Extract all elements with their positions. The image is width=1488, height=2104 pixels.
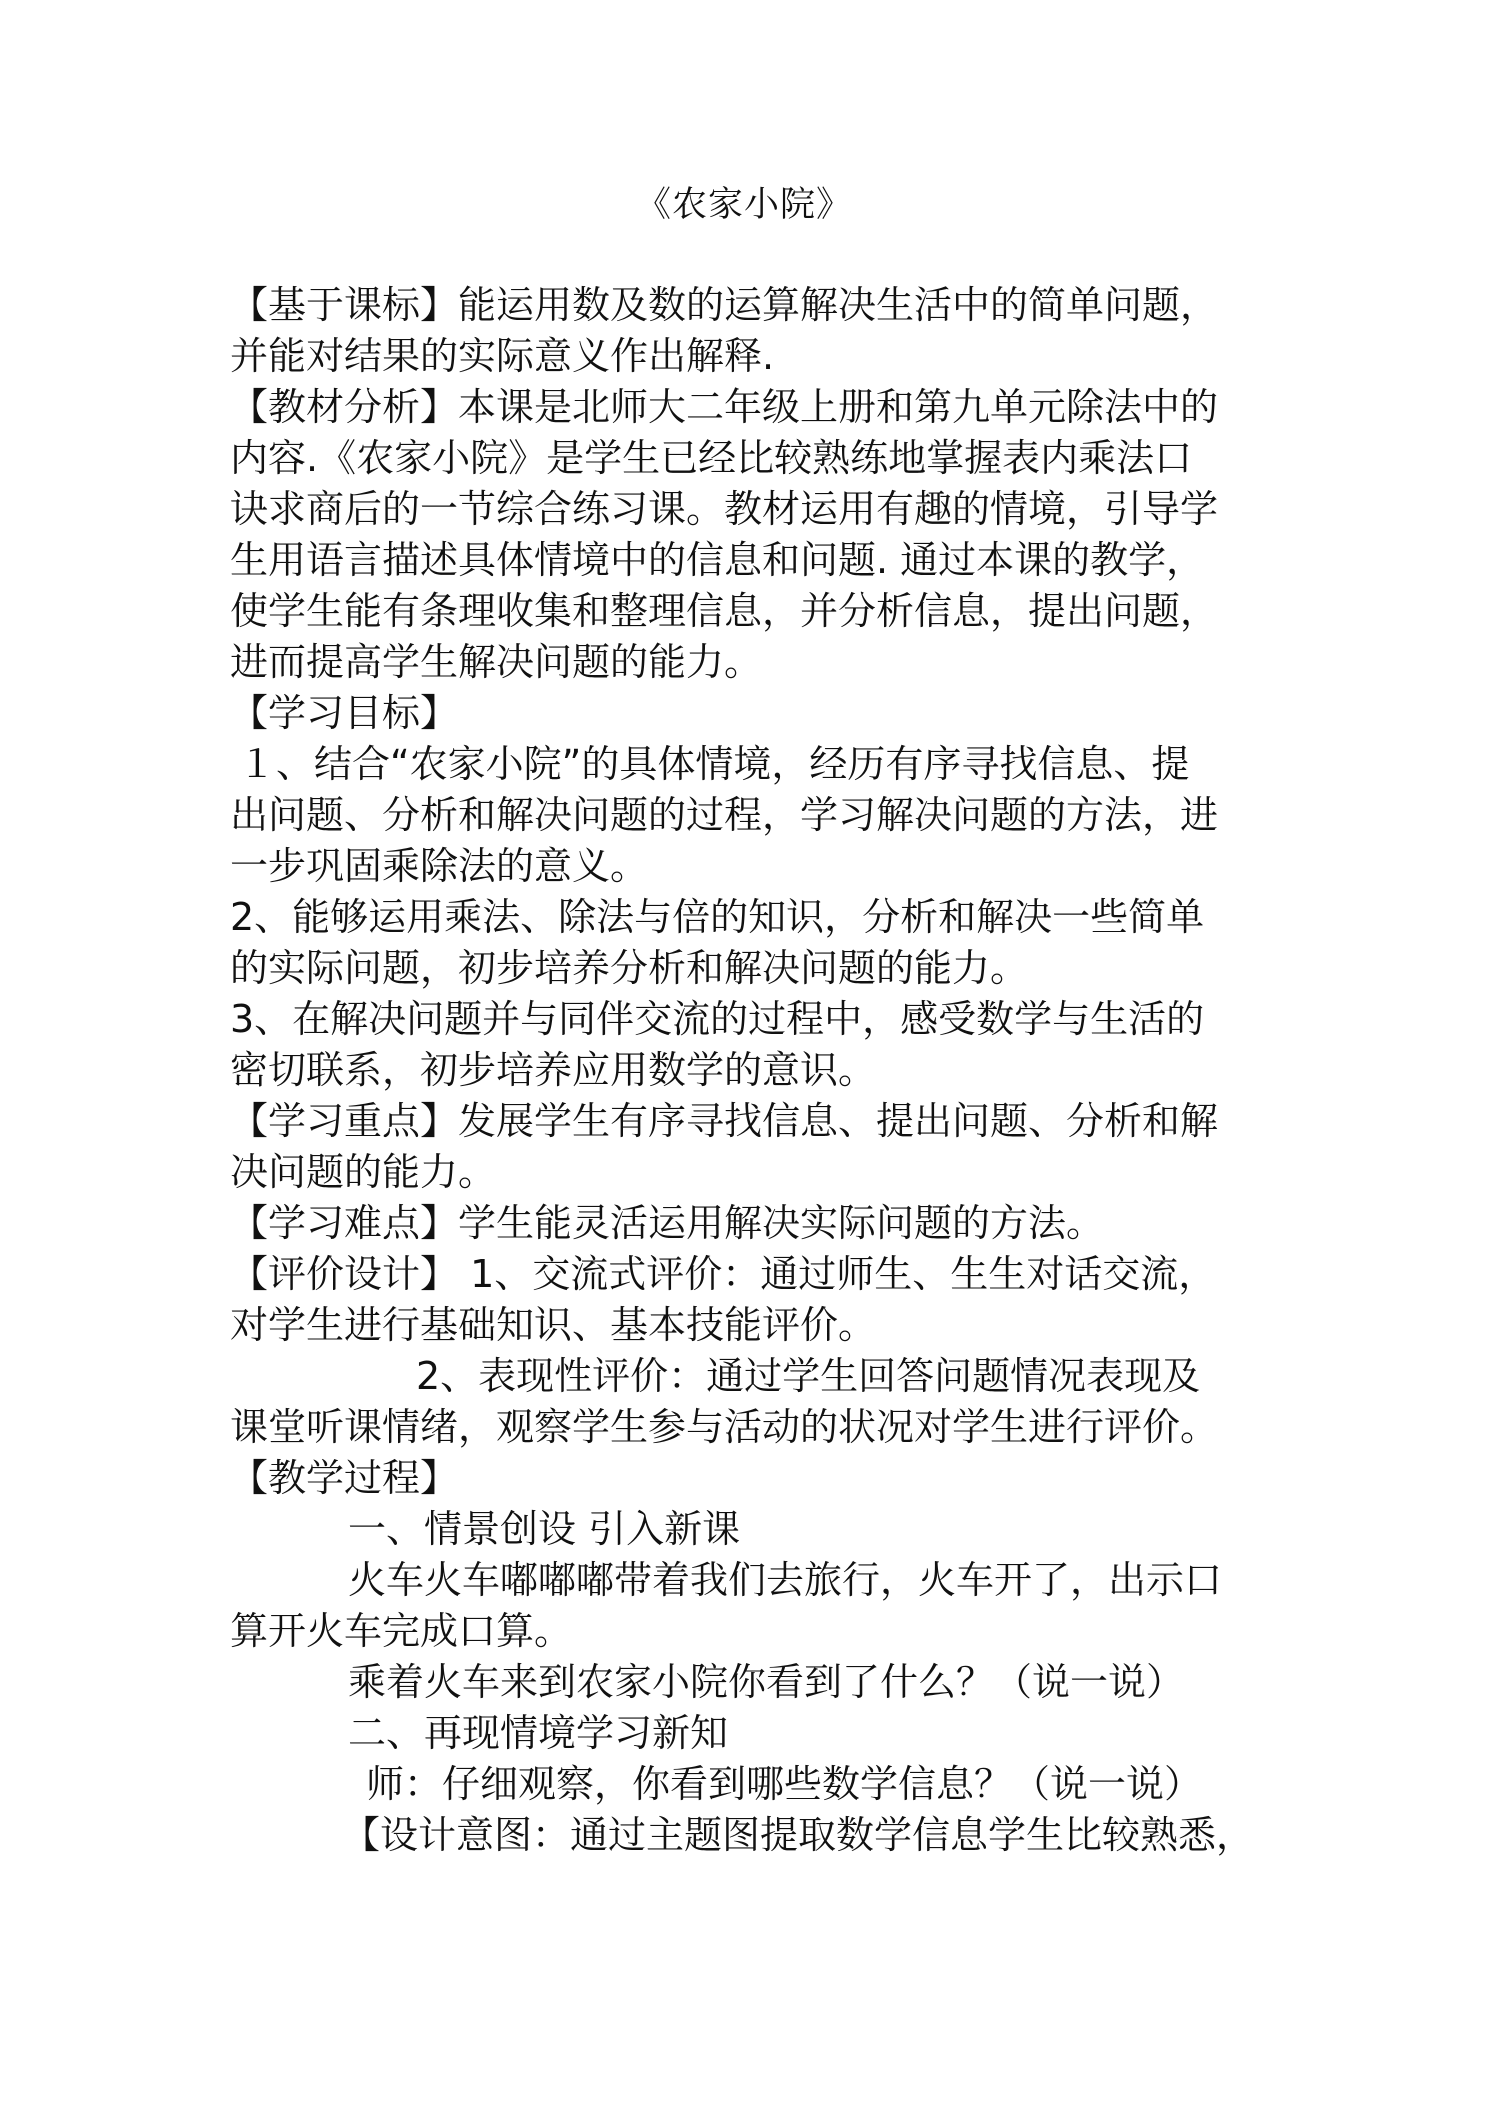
text-line: 使学生能有条理收集和整理信息，并分析信息，提出问题，: [230, 589, 1219, 633]
text-line: 【教材分析】本课是北师大二年级上册和第九单元除法中的: [230, 385, 1219, 429]
text-line: 一、情景创设 引入新课: [348, 1507, 741, 1551]
text-line: 【评价设计】 1、交流式评价：通过师生、生生对话交流，: [230, 1252, 1217, 1296]
text-line: 对学生进行基础知识、基本技能评价。: [230, 1303, 877, 1347]
text-line: 生用语言描述具体情境中的信息和问题. 通过本课的教学，: [230, 538, 1205, 582]
text-line: 算开火车完成口算。: [230, 1609, 573, 1653]
document-title: 《农家小院》: [635, 185, 852, 225]
text-line: 师：仔细观察，你看到哪些数学信息？（说一说）: [366, 1762, 1203, 1806]
text-line: １、结合“农家小院”的具体情境，经历有序寻找信息、提: [238, 742, 1190, 786]
text-line: 诀求商后的一节综合练习课。教材运用有趣的情境，引导学: [230, 487, 1219, 531]
text-line: 乘着火车来到农家小院你看到了什么？（说一说）: [348, 1660, 1185, 1704]
text-line: 【基于课标】能运用数及数的运算解决生活中的简单问题，: [230, 283, 1219, 327]
text-line: 的实际问题，初步培养分析和解决问题的能力。: [230, 946, 1029, 990]
text-line: 课堂听课情绪，观察学生参与活动的状况对学生进行评价。: [230, 1405, 1219, 1449]
text-line: 进而提高学生解决问题的能力。: [230, 640, 763, 684]
text-line: 3、在解决问题并与同伴交流的过程中，感受数学与生活的: [230, 997, 1205, 1041]
text-line: 【学习难点】学生能灵活运用解决实际问题的方法。: [230, 1201, 1105, 1245]
text-line: 2、能够运用乘法、除法与倍的知识，分析和解决一些简单: [230, 895, 1205, 939]
section-heading: 【学习目标】: [230, 691, 459, 735]
document-body: [230, 280, 1270, 1861]
text-line: 【设计意图：通过主题图提取数学信息学生比较熟悉，: [342, 1813, 1255, 1857]
text-line: 【学习重点】发展学生有序寻找信息、提出问题、分析和解: [230, 1099, 1219, 1143]
text-line: 出问题、分析和解决问题的过程，学习解决问题的方法，进: [230, 793, 1219, 837]
text-line: 密切联系，初步培养应用数学的意识。: [230, 1048, 877, 1092]
text-line: 2、表现性评价：通过学生回答问题情况表现及: [416, 1354, 1201, 1398]
text-line: 内容.《农家小院》是学生已经比较熟练地掌握表内乘法口: [230, 436, 1193, 480]
text-line: 火车火车嘟嘟嘟带着我们去旅行，火车开了，出示口: [348, 1558, 1223, 1602]
section-heading: 【教学过程】: [230, 1456, 459, 1500]
text-line: 决问题的能力。: [230, 1150, 497, 1194]
text-line: 一步巩固乘除法的意义。: [230, 844, 649, 888]
text-line: 二、再现情境学习新知: [348, 1711, 729, 1755]
text-line: 并能对结果的实际意义作出解释.: [230, 334, 775, 378]
